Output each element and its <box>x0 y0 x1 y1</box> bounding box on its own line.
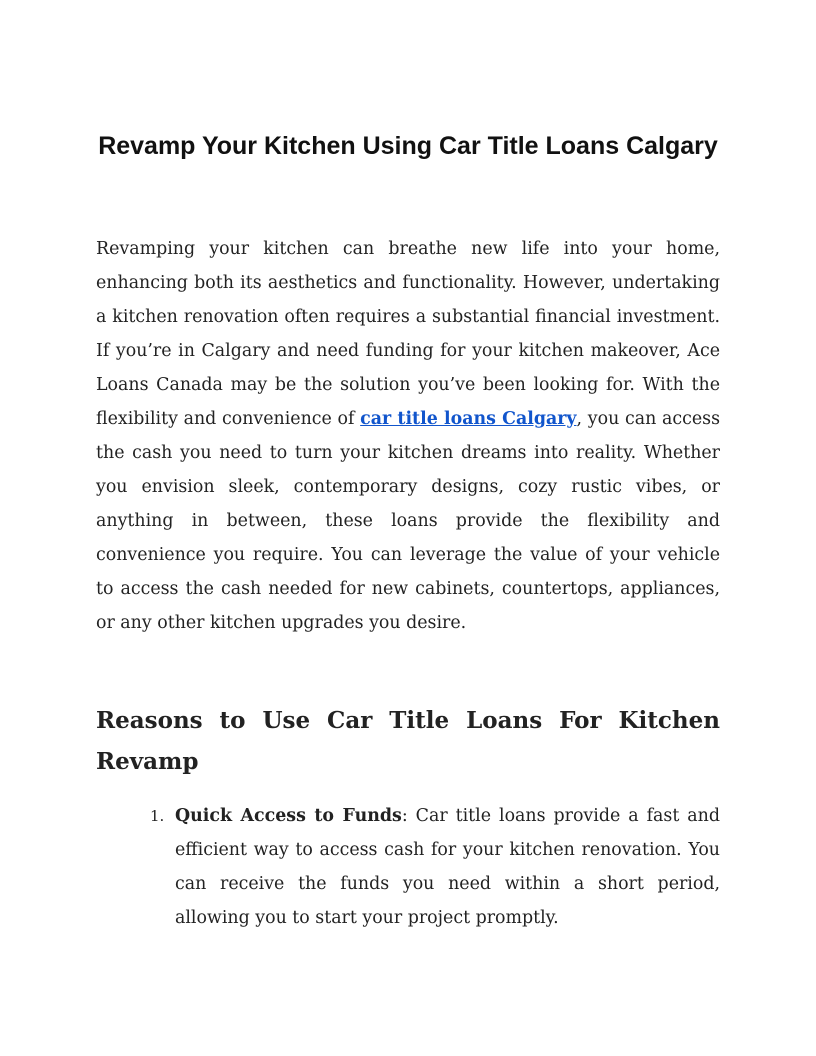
document-title: Revamp Your Kitchen Using Car Title Loans Calgary <box>98 132 718 160</box>
list-item-number: 1. <box>150 807 165 825</box>
list-item <box>96 799 720 935</box>
list-item-text: : Car title loans provide a fast and efficient way to access cash for your kitchen renovation. You can receive the funds you need within a short period, allowing you to start your project promptly. <box>175 806 720 928</box>
section-heading: Reasons to Use Car Title Loans For Kitchen Revamp <box>96 707 720 775</box>
intro-text-after-link: , you can access the cash you need to turn your kitchen dreams into reality. Whether you envision sleek, contemporary designs, cozy rustic vibes, or anything in between, these loans provide the flexibility and convenience you require. You can leverage the value of your vehicle to access the cash needed for new cabinets, countertops, appliances, or any other kitchen upgrades you desire. <box>96 409 720 633</box>
car-title-loans-calgary-link[interactable]: car title loans Calgary <box>360 409 577 429</box>
reasons-list <box>96 799 720 935</box>
intro-paragraph <box>96 232 720 640</box>
intro-text-before-link: Revamping your kitchen can breathe new life into your home, enhancing both its aesthetics and functionality. However, undertaking a kitchen renovation often requires a substantial financial investment. If you’re in Calgary and need funding for your kitchen makeover, Ace Loans Canada may be the solution you’ve been looking for. With the flexibility and convenience of <box>96 239 720 429</box>
list-item-title: Quick Access to Funds <box>175 806 402 826</box>
